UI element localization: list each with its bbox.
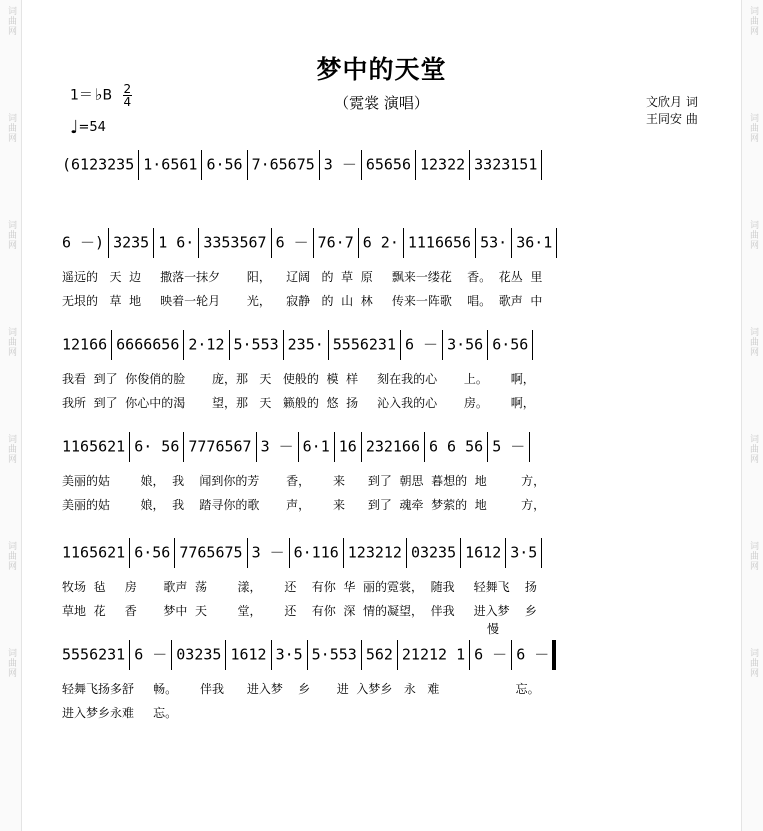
measure: 53·: [480, 233, 508, 252]
bar-line: [198, 228, 199, 258]
bar-line: [283, 330, 284, 360]
watermark-text: 词曲网: [6, 6, 16, 36]
lyric-line: 无垠的 草 地 映着一轮月 光， 寂静 的 山 林 传来一阵歌 唱。 歌声 中: [62, 294, 543, 308]
bar-line: [138, 150, 139, 180]
bar-line: [201, 150, 202, 180]
measure: 76·7: [317, 233, 354, 252]
bar-line: [552, 640, 556, 670]
bar-line: [334, 432, 335, 462]
bar-line: [108, 228, 109, 258]
watermark-text: 词曲网: [748, 434, 758, 464]
watermark-text: 词曲网: [6, 434, 16, 464]
watermark-text: 词曲网: [6, 113, 16, 143]
bar-line: [415, 150, 416, 180]
watermark-text: 词曲网: [748, 541, 758, 571]
bar-line: [397, 640, 398, 670]
bar-line: [225, 640, 226, 670]
time-bottom: 4: [123, 95, 132, 109]
bar-line: [475, 228, 476, 258]
measure: 123212: [347, 543, 402, 562]
measure: 6·1: [302, 437, 330, 456]
lyric-line: 牧场 毡 房 歌声 荡 漾， 还 有你 华 丽的霓裳， 随我 轻舞飞 扬: [62, 580, 537, 594]
bar-line: [171, 640, 172, 670]
time-top: 2: [123, 82, 132, 96]
bar-line: [174, 538, 175, 568]
bar-line: [307, 640, 308, 670]
bar-line: [469, 640, 470, 670]
left-watermark-strip: [0, 0, 22, 831]
key-note: B: [102, 87, 113, 104]
measure: 3·5: [275, 645, 303, 664]
measure: 562: [365, 645, 393, 664]
watermark-text: 词曲网: [6, 327, 16, 357]
bar-line: [256, 432, 257, 462]
measure: 6·56: [206, 155, 243, 174]
measure: 6 6 56: [429, 437, 484, 456]
credits: [646, 94, 698, 128]
lyric-line: 进入梦乡永难 忘。: [62, 706, 178, 720]
measure: 6· 56: [134, 437, 180, 456]
lyric-line: 美丽的姑 娘， 我 闻到你的芳 香， 来 到了 朝思 暮想的 地 方，: [62, 474, 546, 488]
measure: 1116656: [407, 233, 472, 252]
bar-line: [247, 538, 248, 568]
measure: 6 －: [134, 645, 168, 664]
notation-line: [62, 538, 546, 568]
lyric-line: 我所 到了 你心中的渴 望，那 天 籁般的 悠 扬 沁入我的心 房。 啊，: [62, 396, 535, 410]
measure: 3 －: [251, 543, 285, 562]
measure: 1·6561: [143, 155, 198, 174]
lyric-line: 草地 花 香 梦中 天 堂， 还 有你 深 情的凝望， 伴我 进入梦 乡: [62, 604, 537, 618]
measure: 6 －: [405, 335, 439, 354]
measure: 7765675: [179, 543, 243, 562]
bar-line: [511, 228, 512, 258]
measure: 5·553: [311, 645, 357, 664]
bar-line: [424, 432, 425, 462]
measure: 3·5: [510, 543, 538, 562]
notation-line: [62, 432, 534, 462]
bar-line: [129, 640, 130, 670]
measure: 6·116: [293, 543, 339, 562]
measure: 3 －: [260, 437, 294, 456]
song-subtitle: （霓裳 演唱）: [334, 94, 429, 112]
key-signature: [70, 83, 132, 108]
bar-line: [361, 150, 362, 180]
bar-line: [400, 330, 401, 360]
composer: 王同安 曲: [646, 112, 698, 126]
bar-line: [460, 538, 461, 568]
bar-line: [129, 538, 130, 568]
measure: 6 －: [275, 233, 309, 252]
bar-line: [361, 640, 362, 670]
measure: 1612: [230, 645, 267, 664]
bar-line: [358, 228, 359, 258]
measure: 12322: [420, 155, 466, 174]
bar-line: [343, 538, 344, 568]
measure: 3323151: [474, 155, 538, 174]
measure: 6 －): [62, 233, 105, 252]
bar-line: [271, 228, 272, 258]
measure: 6 －: [474, 645, 508, 664]
measure: 3 －: [323, 155, 357, 174]
bar-line: [129, 432, 130, 462]
bar-line: [529, 432, 530, 462]
tempo-value: =54: [78, 120, 106, 135]
lyric-line: 美丽的姑 娘， 我 踏寻你的歌 声， 来 到了 魂牵 梦萦的 地 方，: [62, 498, 546, 512]
measure: 7776567: [188, 437, 252, 456]
measure: 1165621: [62, 543, 126, 562]
notation-line: [62, 640, 559, 670]
bar-line: [487, 330, 488, 360]
watermark-text: 词曲网: [748, 648, 758, 678]
bar-line: [541, 150, 542, 180]
lyric-line: 遥远的 天 边 撒落一抹夕 阳， 辽阔 的 草 原 飘来一缕花 香。 花丛 里: [62, 270, 543, 284]
bar-line: [328, 330, 329, 360]
bar-line: [361, 432, 362, 462]
bar-line: [183, 330, 184, 360]
bar-line: [556, 228, 557, 258]
bar-line: [511, 640, 512, 670]
measure: 5·553: [233, 335, 279, 354]
measure: 3235: [113, 233, 150, 252]
bar-line: [469, 150, 470, 180]
watermark-text: 词曲网: [748, 220, 758, 250]
measure: 7·65675: [251, 155, 315, 174]
watermark-text: 词曲网: [6, 220, 16, 250]
measure: 235·: [287, 335, 324, 354]
measure: 6·56: [492, 335, 529, 354]
measure: 6 －: [516, 645, 550, 664]
watermark-text: 词曲网: [6, 648, 16, 678]
measure: 6·56: [134, 543, 171, 562]
measure: 03235: [410, 543, 457, 562]
measure: 1165621: [62, 437, 126, 456]
measure: 5556231: [62, 645, 126, 664]
notation-line: [62, 330, 537, 360]
bar-line: [541, 538, 542, 568]
tempo-marking: [70, 117, 106, 138]
measure: 03235: [176, 645, 222, 664]
measure: 2·12: [188, 335, 225, 354]
notation-line: [62, 228, 561, 258]
measure: 12166: [62, 335, 108, 354]
time-signature: [123, 83, 133, 108]
bar-line: [487, 432, 488, 462]
bar-line: [406, 538, 407, 568]
measure: 1612: [465, 543, 502, 562]
measure: 3·56: [447, 335, 484, 354]
measure: 3353567: [203, 233, 267, 252]
right-watermark-strip: [741, 0, 763, 831]
bar-line: [442, 330, 443, 360]
quarter-note-icon: ♩: [70, 117, 79, 138]
measure: (6123235: [62, 155, 135, 174]
watermark-text: 词曲网: [748, 6, 758, 36]
measure: 5556231: [332, 335, 396, 354]
measure: 65656: [365, 155, 411, 174]
bar-line: [298, 432, 299, 462]
watermark-text: 词曲网: [748, 327, 758, 357]
measure: 5 －: [492, 437, 526, 456]
tempo-change-mark: 慢: [487, 622, 500, 636]
bar-line: [532, 330, 533, 360]
key-prefix: 1＝: [70, 87, 93, 104]
lyric-line: 我看 到了 你俊俏的脸 庞，那 天 使般的 模 样 刻在我的心 上。 啊，: [62, 372, 535, 386]
watermark-text: 词曲网: [6, 541, 16, 571]
song-title: 梦中的天堂: [316, 55, 447, 84]
lyric-line: 轻舞飞扬多舒 畅。 伴我 进入梦 乡 进 入梦乡 永 难 忘。: [62, 682, 540, 696]
lyricist: 文欣月 词: [646, 95, 698, 109]
bar-line: [403, 228, 404, 258]
bar-line: [289, 538, 290, 568]
bar-line: [183, 432, 184, 462]
measure: 16: [338, 437, 357, 456]
bar-line: [319, 150, 320, 180]
bar-line: [313, 228, 314, 258]
flat-sign: ♭: [94, 84, 103, 104]
watermark-text: 词曲网: [748, 113, 758, 143]
measure: 36·1: [516, 233, 553, 252]
notation-line: [62, 150, 546, 180]
bar-line: [505, 538, 506, 568]
bar-line: [111, 330, 112, 360]
measure: 21212 1: [401, 645, 466, 664]
bar-line: [247, 150, 248, 180]
bar-line: [229, 330, 230, 360]
measure: 6 2·: [362, 233, 399, 252]
measure: 1 6·: [158, 233, 195, 252]
measure: 6666656: [116, 335, 180, 354]
measure: 232166: [365, 437, 420, 456]
bar-line: [271, 640, 272, 670]
bar-line: [153, 228, 154, 258]
